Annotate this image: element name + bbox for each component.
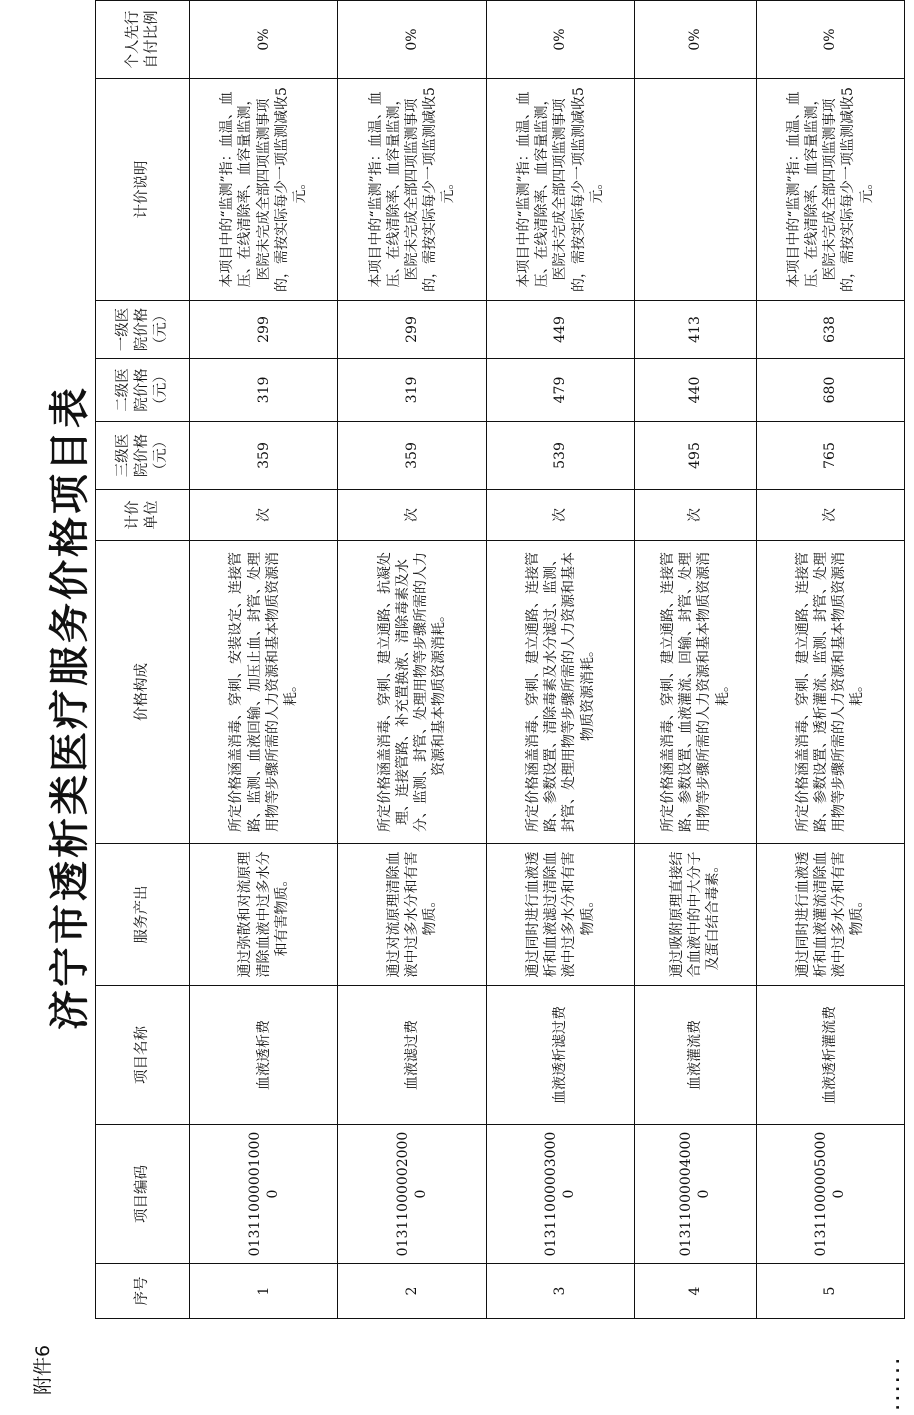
header-seq: 序号 [96, 1264, 190, 1319]
cell-note [635, 79, 756, 301]
cell-composition: 所定价格涵盖消毒、穿刺、安装设定、连接管路、监测、血液回输、加压止血、封管、处理用物等步骤所需的人力资源和基本物质资源消耗。 [190, 541, 338, 844]
cell-unit: 次 [338, 490, 486, 541]
cell-ratio: 0% [756, 1, 904, 79]
cell-unit: 次 [756, 490, 904, 541]
cell-ratio: 0% [635, 1, 756, 79]
header-price-level2: 二级医院价格（元） [96, 359, 190, 422]
cell-price-level3: 359 [190, 422, 338, 490]
cell-code: 013110000020000 [338, 1125, 486, 1264]
cell-name: 血液透析费 [190, 986, 338, 1125]
table-row [756, 1, 904, 1319]
header-unit: 计价单位 [96, 490, 190, 541]
header-price-level3: 三级医院价格（元） [96, 422, 190, 490]
cell-name: 血液透析灌流费 [756, 986, 904, 1125]
table-header-row [96, 1, 190, 1319]
cell-output: 通过弥散和对流原理清除血液中过多水分和有害物质。 [190, 844, 338, 986]
cell-composition: 所定价格涵盖消毒、穿刺、建立通路、连接管路、参数设置、血液灌流、回输、封管、处理用物等步骤所需的人力资源和基本物质资源消耗。 [635, 541, 756, 844]
cell-ratio: 0% [486, 1, 634, 79]
price-table [95, 0, 905, 1319]
cell-ratio: 0% [338, 1, 486, 79]
header-name: 项目名称 [96, 986, 190, 1125]
cell-name: 血液灌流费 [635, 986, 756, 1125]
cell-output: 通过同时进行血液透析和血液灌流清除血液中过多水分和有害物质。 [756, 844, 904, 986]
cell-code: 013110000010000 [190, 1125, 338, 1264]
cell-name: 血液滤过费 [338, 986, 486, 1125]
table-row [635, 1, 756, 1319]
cell-note: 本项目中的“监测”指：血温、血压、在线清除率、血容量监测，医院未完成全部四项监测事项的，需按实际每少一项监测减收5元。 [756, 79, 904, 301]
cell-price-level3: 765 [756, 422, 904, 490]
cell-code: 013110000030000 [486, 1125, 634, 1264]
cell-seq: 1 [190, 1264, 338, 1319]
cell-composition: 所定价格涵盖消毒、穿刺、建立通路、连接管路、参数设置、透析灌流、监测、封管、处理用物等步骤所需的人力资源和基本物质资源消耗。 [756, 541, 904, 844]
cell-seq: 2 [338, 1264, 486, 1319]
header-note: 计价说明 [96, 79, 190, 301]
cell-price-level3: 359 [338, 422, 486, 490]
cell-code: 013110000050000 [756, 1125, 904, 1264]
cell-note: 本项目中的“监测”指：血温、血压、在线清除率、血容量监测，医院未完成全部四项监测事项的，需按实际每少一项监测减收5元。 [338, 79, 486, 301]
header-ratio: 个人先行自付比例 [96, 1, 190, 79]
table-row [338, 1, 486, 1319]
table-row [486, 1, 634, 1319]
attachment-label: 附件6 [32, 1344, 54, 1395]
cell-output: 通过吸附原理直接结合血液中的中大分子及蛋白结合毒素。 [635, 844, 756, 986]
cell-composition: 所定价格涵盖消毒、穿刺、建立通路、抗凝处理、连接管路、补充置换液、清除毒素及水分、监测、封管、处理用物等步骤所需的人力资源和基本物质资源消耗。 [338, 541, 486, 844]
header-composition: 价格构成 [96, 541, 190, 844]
cell-seq: 5 [756, 1264, 904, 1319]
cell-output: 通过同时进行血液透析和血液滤过清除血液中过多水分和有害物质。 [486, 844, 634, 986]
cell-ratio: 0% [190, 1, 338, 79]
cell-note: 本项目中的“监测”指：血温、血压、在线清除率、血容量监测，医院未完成全部四项监测事项的，需按实际每少一项监测减收5元。 [190, 79, 338, 301]
cell-price-level1: 299 [338, 301, 486, 359]
cell-unit: 次 [486, 490, 634, 541]
cell-price-level2: 479 [486, 359, 634, 422]
cell-price-level1: 449 [486, 301, 634, 359]
cell-price-level2: 319 [338, 359, 486, 422]
cell-output: 通过对流原理清除血液中过多水分和有害物质。 [338, 844, 486, 986]
cell-unit: 次 [190, 490, 338, 541]
cell-note: 本项目中的“监测”指：血温、血压、在线清除率、血容量监测，医院未完成全部四项监测事项的，需按实际每少一项监测减收5元。 [486, 79, 634, 301]
cell-seq: 4 [635, 1264, 756, 1319]
cell-price-level1: 638 [756, 301, 904, 359]
page-title: 济宁市透析类医疗服务价格项目表 [46, 385, 93, 1030]
table-row [190, 1, 338, 1319]
cell-price-level2: 440 [635, 359, 756, 422]
cell-seq: 3 [486, 1264, 634, 1319]
cell-price-level2: 680 [756, 359, 904, 422]
cell-price-level2: 319 [190, 359, 338, 422]
cell-composition: 所定价格涵盖消毒、穿刺、建立通路、连接管路、参数设置、清除毒素及水分滤过、监测、封管、处理用物等步骤所需的人力资源和基本物质资源消耗。 [486, 541, 634, 844]
cell-price-level3: 539 [486, 422, 634, 490]
header-price-level1: 一级医院价格（元） [96, 301, 190, 359]
cell-unit: 次 [635, 490, 756, 541]
cell-name: 血液透析滤过费 [486, 986, 634, 1125]
cell-code: 013110000040000 [635, 1125, 756, 1264]
footer-dots: ...... [875, 1355, 905, 1411]
header-output: 服务产出 [96, 844, 190, 986]
header-code: 项目编码 [96, 1125, 190, 1264]
cell-price-level1: 299 [190, 301, 338, 359]
cell-price-level1: 413 [635, 301, 756, 359]
cell-price-level3: 495 [635, 422, 756, 490]
